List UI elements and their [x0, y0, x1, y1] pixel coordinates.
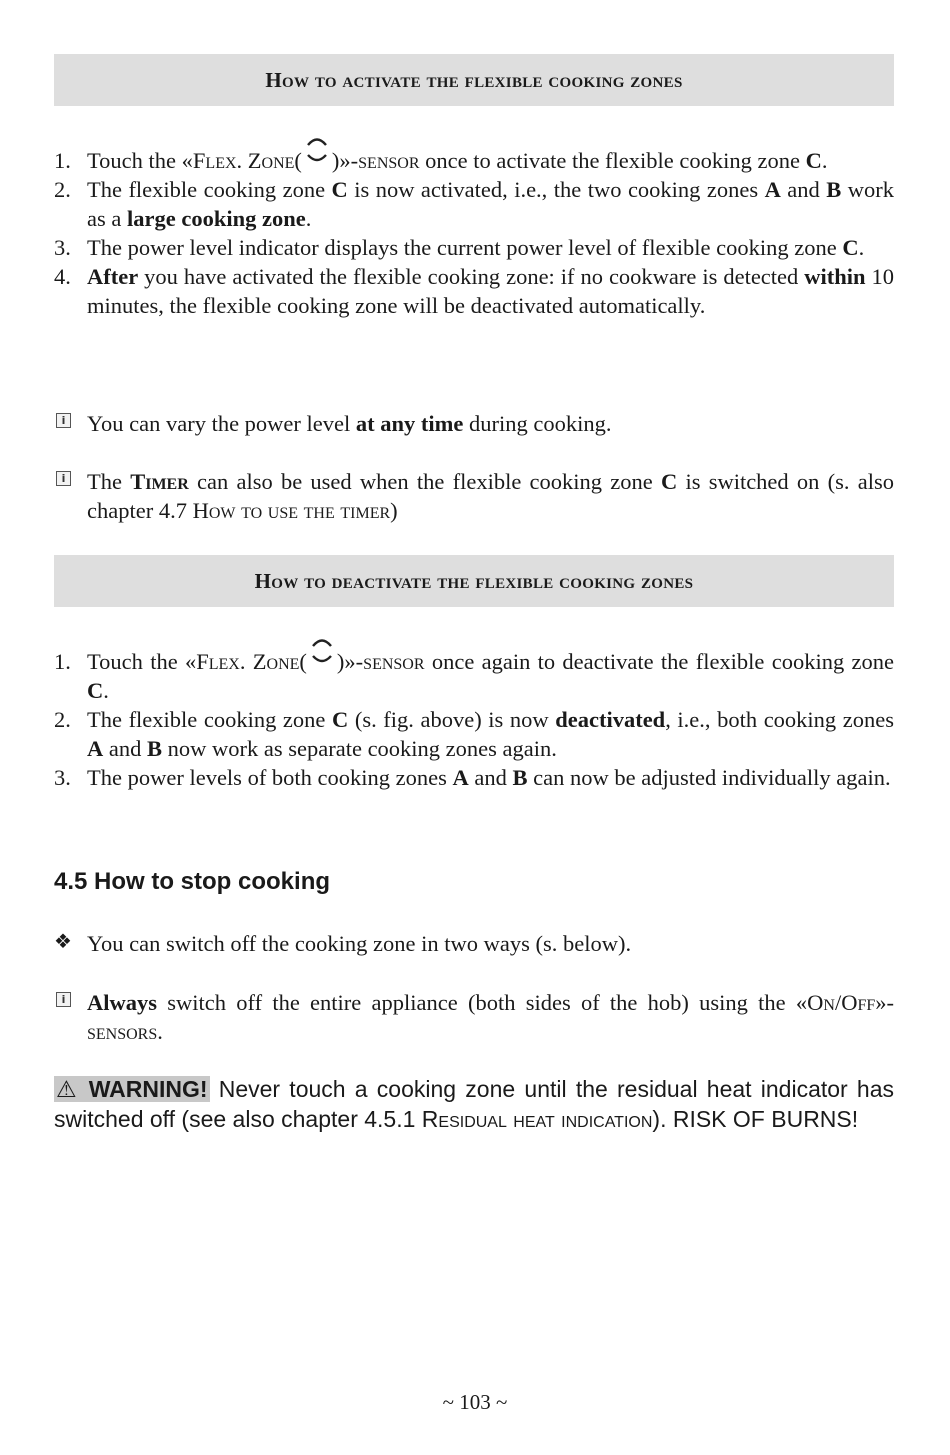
info-icon: i	[56, 471, 71, 486]
list-item: 1. Touch the «Flex. Zone( )»-sensor once again to deactivate the flexible cooking zone C.	[54, 647, 894, 705]
info-icon: i	[56, 992, 71, 1007]
list-item: 3. The power level indicator displays the current power level of flexible cooking zone C.	[54, 235, 865, 260]
list-item: 4. After you have activated the flexible cooking zone: if no cookware is detected within 10 minutes, the flexible cooking zone will be deactivated automatically.	[54, 264, 894, 318]
list-item: 3. The power levels of both cooking zones A and B can now be adjusted individually again.	[54, 765, 891, 790]
section-header-deactivate	[54, 555, 894, 607]
info-note-always-off: i Always switch off the entire appliance (both sides of the hob) using the «On/Off»-sensors.	[54, 988, 894, 1046]
flex-zone-sensor-icon	[307, 649, 337, 671]
info-note-power-level: i You can vary the power level at any time during cooking.	[54, 409, 894, 438]
list-item: 2. The flexible cooking zone C (s. fig. above) is now deactivated, i.e., both cooking zones A and B now work as separate cooking zones again.	[54, 707, 894, 761]
section-title: How to activate the flexible cooking zones	[265, 67, 683, 92]
activate-steps-list	[54, 146, 894, 320]
info-note-timer: i The Timer can also be used when the flexible cooking zone C is switched on (s. also chapter 4.7 How to use the timer)	[54, 467, 894, 525]
bullet-diamond-icon: ❖	[54, 929, 72, 953]
bullet-note: You can switch off the cooking zone in two ways (s. below).	[87, 931, 632, 956]
info-icon: i	[56, 413, 71, 428]
list-item: 1. Touch the «Flex. Zone( )»-sensor once to activate the flexible cooking zone C.	[54, 146, 894, 175]
section-title: How to deactivate the flexible cooking zones	[254, 568, 694, 593]
section-header-activate	[54, 54, 894, 106]
warning-label: ⚠ WARNING!	[56, 1076, 208, 1102]
warning-paragraph: ⚠ WARNING! Never touch a cooking zone until the residual heat indicator has switched off (see also chapter 4.5.1 Residual heat indication). RISK OF BURNS!	[54, 1076, 895, 1132]
page-number: ~ 103 ~	[442, 1390, 508, 1414]
warning-icon: ⚠	[56, 1076, 80, 1102]
deactivate-steps-list	[54, 647, 894, 792]
list-item: 2. The flexible cooking zone C is now activated, i.e., the two cooking zones A and B work as a large cooking zone.	[54, 177, 894, 231]
section-heading-stop-cooking: 4.5 How to stop cooking	[54, 868, 331, 895]
flex-zone-sensor-icon	[302, 148, 332, 170]
